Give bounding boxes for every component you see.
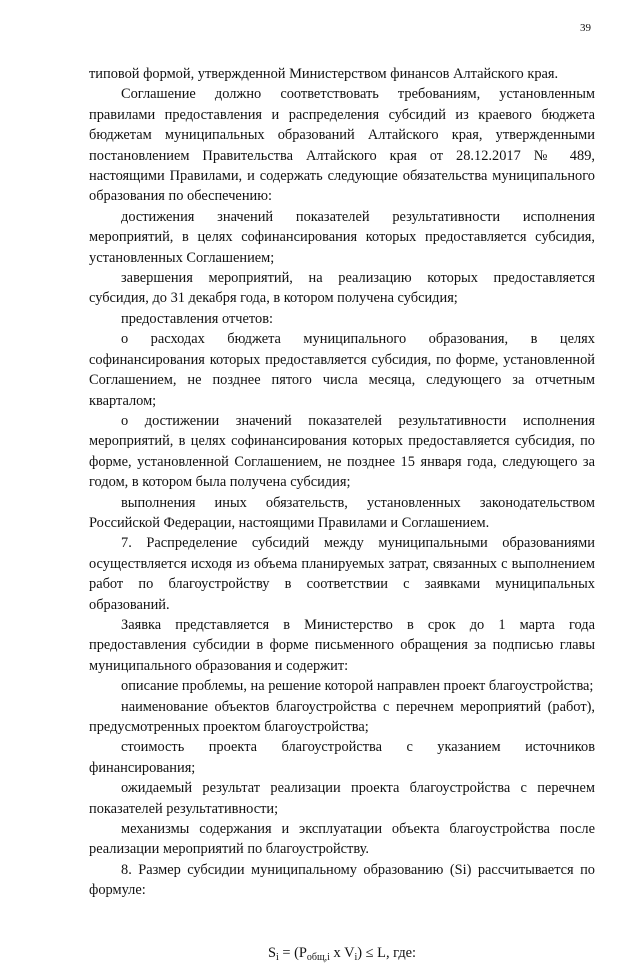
subsidy-formula	[89, 943, 595, 968]
paragraph-11: описание проблемы, на решение которой направлен проект благоустройства;	[121, 678, 594, 695]
document-body	[89, 64, 595, 968]
paragraph-3: достижения значений показателей результативности исполнения мероприятий, в целях софинансирования которых предоставляется субсидия, установленных Соглашением;	[89, 208, 595, 266]
formula-part-2: x V	[329, 944, 355, 961]
page-number: 39	[580, 22, 591, 34]
paragraph-1: типовой формой, утвержденной Министерством финансов Алтайского края.	[89, 66, 559, 82]
paragraph-9: 7. Распределение субсидий между муниципальными образованиями осуществляется исходя из объема планируемых затрат, связанных с выполнением работ по благоустройству в соответствии с заявками муниципальных образований.	[89, 535, 595, 613]
paragraph-15: механизмы содержания и эксплуатации объекта благоустройства после реализации мероприятий по благоустройству.	[89, 821, 595, 858]
paragraph-8: выполнения иных обязательств, установленных законодательством Российской Федерации, настоящими Правилами и Соглашением.	[89, 494, 595, 531]
paragraph-10: Заявка представляется в Министерство в срок до 1 марта года предоставления субсидии в форме письменного обращения за подписью главы муниципального образования и содержит:	[89, 616, 595, 674]
paragraph-12: наименование объектов благоустройства с перечнем мероприятий (работ), предусмотренных проектом благоустройства;	[89, 698, 595, 735]
paragraph-6: о расходах бюджета муниципального образования, в целях софинансирования которых предоставляется субсидия, по форме, установленной Соглашением, не позднее пятого числа месяца, следующего за отчетным кварталом;	[89, 331, 595, 409]
formula-part-1: = (P	[278, 944, 307, 961]
formula-v-subscript: i	[354, 951, 358, 963]
paragraph-14: ожидаемый результат реализации проекта благоустройства с перечнем показателей результативности;	[89, 780, 595, 817]
paragraph-7: о достижении значений показателей результативности исполнения мероприятий, в целях софинансирования которых предоставляется субсидия, по форме, установленной Соглашением, не позднее 15 января года, следующего за годом, в котором была получена субсидия;	[89, 412, 595, 491]
paragraph-13: стоимость проекта благоустройства с указанием источников финансирования;	[89, 739, 595, 776]
paragraph-2: Соглашение должно соответствовать требованиям, установленным правилами предоставления и распределения субсидий из краевого бюджета бюджетам муниципальных образований Алтайского края, утвержденными постановлением Правительства Алтайского края от 28.12.2017 № 489, настоящими Правилами, и содержать следующие обязательства муниципального образования по обеспечению:	[89, 86, 595, 205]
formula-lhs: S	[267, 944, 276, 961]
formula-p-subscript: общ,i	[306, 951, 330, 963]
formula-lhs-subscript: i	[275, 951, 279, 963]
paragraph-5: предоставления отчетов:	[121, 310, 274, 327]
paragraph-16: 8. Размер субсидии муниципальному образованию (Si) рассчитывается по формуле:	[89, 861, 595, 899]
formula-rhs: ) ≤ L, где:	[357, 944, 417, 961]
paragraph-4: завершения мероприятий, на реализацию которых предоставляется субсидия, до 31 декабря года, в котором получена субсидия;	[89, 270, 595, 307]
